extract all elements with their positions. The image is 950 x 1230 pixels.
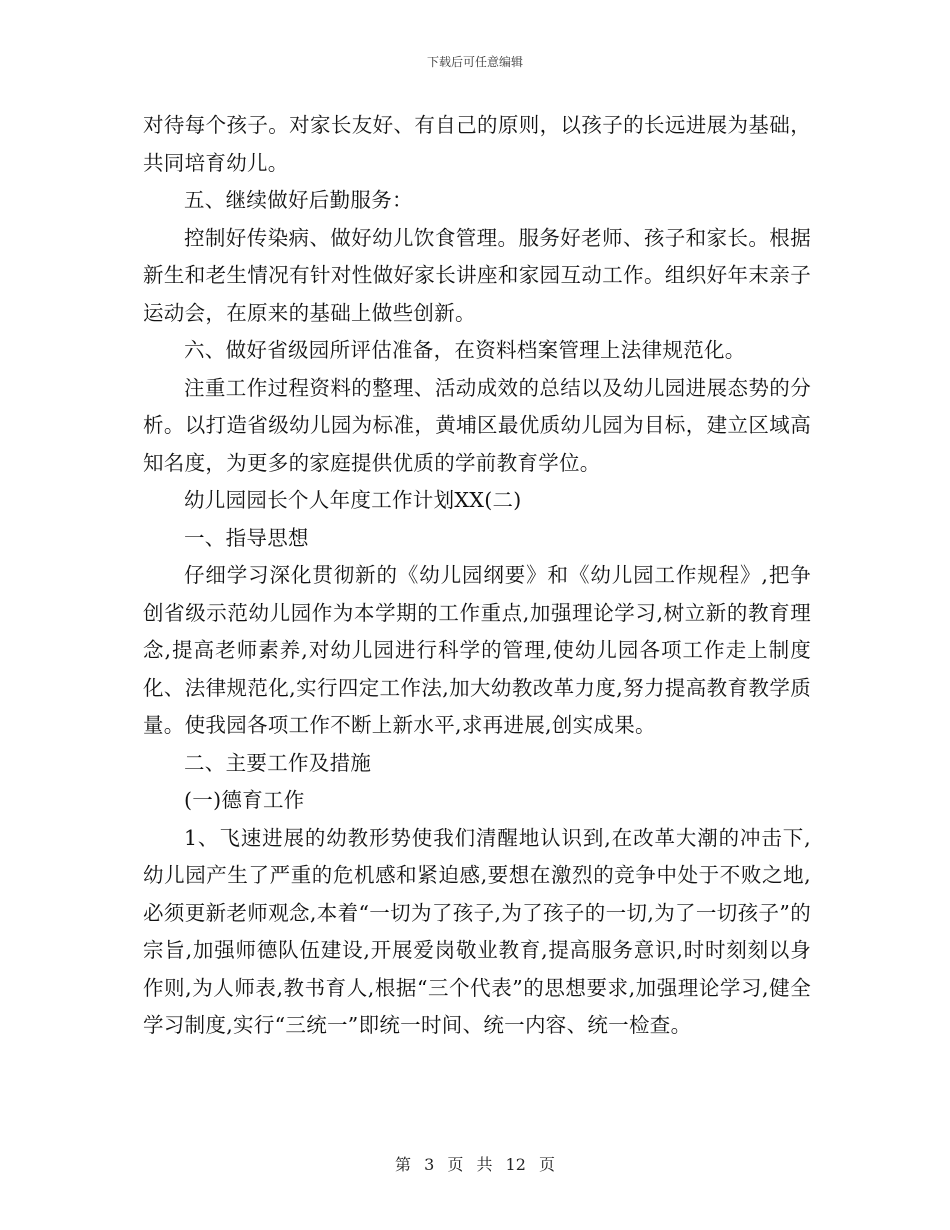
paragraph: 控制好传染病、做好幼儿饮食管理。服务好老师、孩子和家长。根据新生和老生情况有针对性做好家长讲座和家园互动工作。组织好年末亲子运动会，在原来的基础上做些创新。 xyxy=(143,225,811,325)
paragraph: 注重工作过程资料的整理、活动成效的总结以及幼儿园进展态势的分析。以打造省级幼儿园为标准，黄埔区最优质幼儿园为目标，建立区域高知名度，为更多的家庭提供优质的学前教育学位。 xyxy=(143,375,811,475)
subsection-heading: (一)德育工作 xyxy=(184,788,305,812)
document-body xyxy=(143,107,811,1045)
paragraph: 仔细学习深化贯彻新的《幼儿园纲要》和《幼儿园工作规程》,把争创省级示范幼儿园作为本学期的工作重点,加强理论学习,树立新的教育理念,提高老师素养,对幼儿园进行科学的管理,使幼儿园各项工作走上制度化、法律规范化,实行四定工作法,加大幼教改革力度,努力提高教育教学质量。使我园各项工作不断上新水平,求再进展,创实成果。 xyxy=(143,563,811,737)
section-heading: 二、主要工作及措施 xyxy=(184,750,372,775)
page-number: 第 3 页 共 12 页 xyxy=(395,1155,555,1174)
paragraph: 1、飞速进展的幼教形势使我们清醒地认识到,在改革大潮的冲击下,幼儿园产生了严重的危机感和紧迫感,要想在激烈的竞争中处于不败之地,必须更新老师观念,本着“一切为了孩子,为了孩子的一切,为了一切孩子”的宗旨,加强师德队伍建设,开展爱岗敬业教育,提高服务意识,时时刻刻以身作则,为人师表,教书育人,根据“三个代表”的思想要求,加强理论学习,健全学习制度,实行“三统一”即统一时间、统一内容、统一检查。 xyxy=(143,825,811,1037)
page-header: 下载后可任意编辑 xyxy=(426,55,523,69)
section-heading: 五、继续做好后勤服务： xyxy=(184,188,413,212)
paragraph: 对待每个孩子。对家长友好、有自己的原则，以孩子的长远进展为基础，共同培育幼儿。 xyxy=(143,113,811,175)
section-heading: 六、做好省级园所评估准备，在资料档案管理上法律规范化。 xyxy=(184,338,746,362)
section-heading: 一、指导思想 xyxy=(184,525,309,550)
document-title: 幼儿园园长个人年度工作计划XX(二) xyxy=(184,488,522,512)
